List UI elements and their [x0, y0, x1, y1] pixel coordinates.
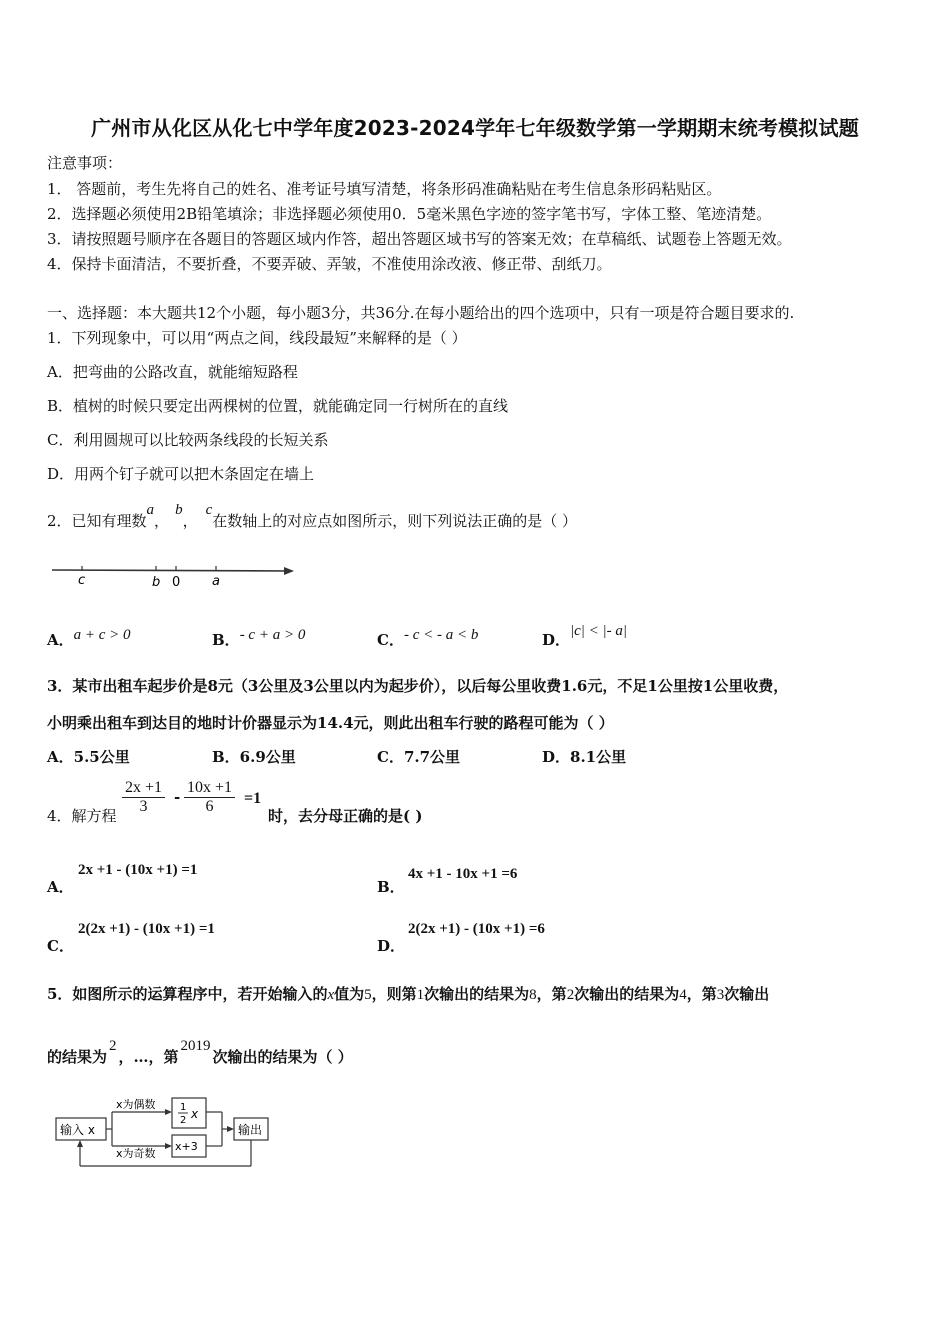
q4-fraction-1-numerator: 2x +1: [122, 779, 165, 798]
q1-option-b: B．植树的时候只要定出两棵树的位置，就能确定同一行树所在的直线: [47, 397, 509, 415]
flow-odd-arrow: [165, 1143, 172, 1149]
q1-option-d: D．用两个钉子就可以把木条固定在墙上: [47, 465, 315, 483]
q5-text-7: ，第: [686, 985, 717, 1003]
flow-loop-arrow: [77, 1140, 83, 1147]
q5-num-2019: 2019: [180, 1038, 211, 1054]
q2-option-d: [542, 623, 628, 650]
q5-num-5: 5: [364, 987, 372, 1003]
q5-text-8: 次输出: [724, 985, 770, 1003]
q2-option-d-expr: |c| < |- a|: [570, 623, 628, 639]
q1-option-c: C．利用圆规可以比较两条线段的长短关系: [47, 431, 329, 449]
q2-option-a-expr: a + c > 0: [73, 627, 131, 643]
q4-stem-end: 时，去分母正确的是( ): [268, 807, 423, 825]
notice-item-3: 3．请按照题号顺序在各题目的答题区域内作答，超出答题区域书写的答案无效；在草稿纸、试题卷上答题无效。: [47, 230, 792, 248]
q5-text-5: ，第: [536, 985, 567, 1003]
q2-sep-2: ，: [182, 512, 198, 530]
flow-half-num: 1: [180, 1102, 187, 1113]
q3-stem-line-2: 小明乘出租车到达目的地时计价器显示为14.4元，则此出租车行驶的路程可能为（ ）: [47, 714, 614, 732]
q5-stem-line-1: [47, 983, 769, 1004]
q4-minus: -: [174, 788, 181, 806]
q2-var-c: c: [205, 502, 213, 518]
q5-num-1: 1: [416, 987, 425, 1003]
q2-option-c-label: C．: [377, 631, 404, 649]
page-title: 广州市从化区从化七中学年度2023-2024学年七年级数学第一学期期末统考模拟试题: [91, 116, 859, 140]
q4-fraction-1: [122, 779, 165, 816]
q5-text-6: 次输出的结果为: [574, 985, 680, 1003]
q5-text-11: 次输出的结果为（ ）: [212, 1048, 353, 1066]
q4-fraction-2-denominator: 6: [205, 798, 214, 815]
number-line-label-c: c: [78, 573, 86, 588]
flow-output-arrow: [227, 1126, 234, 1132]
q2-var-a: a: [146, 502, 155, 518]
number-line-label-a: a: [212, 574, 220, 589]
q3-option-c: C．7.7公里: [377, 748, 461, 766]
flow-input-label: 输入 x: [60, 1123, 95, 1137]
q3-option-d: D．8.1公里: [542, 748, 627, 766]
q5-text-4: 次输出的结果为: [424, 985, 530, 1003]
flow-odd-label: x为奇数: [116, 1147, 156, 1160]
q5-text-9: 的结果为: [47, 1048, 108, 1066]
q2-option-d-label: D．: [542, 631, 571, 649]
q2-option-a: [47, 629, 131, 650]
flow-half-box: [172, 1098, 206, 1128]
notice-item-2: 2．选择题必须使用2B铅笔填涂；非选择题必须使用0．5毫米黑色字迹的签字笔书写，字体工整、笔迹清楚。: [47, 205, 772, 223]
flow-even-arrow: [165, 1109, 172, 1115]
notice-heading: 注意事项：: [47, 154, 123, 172]
q4-fraction-2-numerator: 10x +1: [184, 779, 235, 798]
notice-item-4: 4．保持卡面清洁，不要折叠，不要弄破、弄皱，不准使用涂改液、修正带、刮纸刀。: [47, 255, 612, 273]
q5-text-1: 5．如图所示的运算程序中，若开始输入的: [47, 985, 328, 1003]
notice-item-1: 1． 答题前，考生先将自己的姓名、准考证号填写清楚，将条形码准确粘贴在考生信息条形码粘贴区。: [47, 180, 722, 198]
q1-option-a: A．把弯曲的公路改直，就能缩短路程: [47, 363, 298, 381]
q2-option-b-label: B．: [212, 631, 240, 649]
flow-output-label: 输出: [238, 1123, 263, 1137]
q4-stem-start: 4．解方程: [47, 807, 117, 825]
q2-stem: [47, 502, 578, 531]
q5-text-2: 值为: [334, 985, 365, 1003]
q2-var-b: b: [175, 502, 183, 518]
number-line-label-b: b: [152, 575, 161, 590]
q1-stem: 1．下列现象中，可以用“两点之间，线段最短”来解释的是（ ）: [47, 329, 467, 347]
q4-option-d-expr: 2(2x +1) - (10x +1) =6: [408, 921, 545, 937]
q4-option-b-expr: 4x +1 - 10x +1 =6: [408, 866, 518, 882]
flow-half-x: x: [191, 1107, 199, 1121]
q4-option-a-expr: 2x +1 - (10x +1) =1: [78, 862, 198, 878]
section-heading: 一、选择题：本大题共12个小题，每小题3分，共36分.在每小题给出的四个选项中，只有一项是符合题目要求的.: [47, 304, 795, 322]
q5-num-2: 2: [566, 987, 575, 1003]
q4-option-c-label: C．: [47, 937, 74, 955]
q2-stem-end: 在数轴上的对应点如图所示，则下列说法正确的是（ ）: [212, 512, 578, 530]
q2-option-c: [377, 629, 478, 650]
q3-option-b: B．6.9公里: [212, 748, 296, 766]
q2-option-c-expr: - c < - a < b: [403, 627, 479, 643]
q5-text-10: ，…，第: [118, 1048, 179, 1066]
number-line-axis: [52, 570, 292, 571]
q4-option-c-expr: 2(2x +1) - (10x +1) =1: [78, 921, 215, 937]
q5-stem-line-2: [47, 1038, 353, 1067]
number-line-arrow: [284, 567, 294, 575]
q5-num-4: 4: [679, 987, 687, 1003]
q3-stem-line-1: 3．某市出租车起步价是8元（3公里及3公里以内为起步价），以后每公里收费1.6元，不足1公里按1公里收费，: [47, 677, 789, 695]
flow-even-label: x为偶数: [116, 1098, 156, 1111]
flowchart-figure: [50, 1090, 280, 1172]
q5-num-8: 8: [529, 987, 537, 1003]
q4-equals-one: =1: [244, 790, 262, 807]
q5-num-3: 3: [716, 987, 725, 1003]
q2-stem-start: 2．已知有理数: [47, 512, 147, 530]
number-line-label-zero: 0: [172, 575, 181, 590]
flow-half-den: 2: [180, 1115, 187, 1126]
q5-num-2-result: 2: [109, 1038, 117, 1054]
q4-option-d-label: D．: [377, 937, 406, 955]
q4-option-b-label: B．: [377, 878, 405, 896]
q4-fraction-1-denominator: 3: [139, 798, 148, 815]
q3-option-a: A．5.5公里: [47, 748, 130, 766]
q5-var-x: x: [327, 987, 335, 1003]
q2-sep-1: ，: [154, 512, 170, 530]
q2-option-b: [212, 629, 305, 650]
q4-option-a-label: A．: [47, 878, 74, 896]
q5-text-3: ，则第: [371, 985, 417, 1003]
number-line-figure: [48, 556, 308, 592]
flow-plus3-label: x+3: [175, 1140, 198, 1153]
q4-fraction-2: [184, 779, 235, 816]
q2-option-a-label: A．: [47, 631, 74, 649]
q2-option-b-expr: - c + a > 0: [239, 627, 306, 643]
